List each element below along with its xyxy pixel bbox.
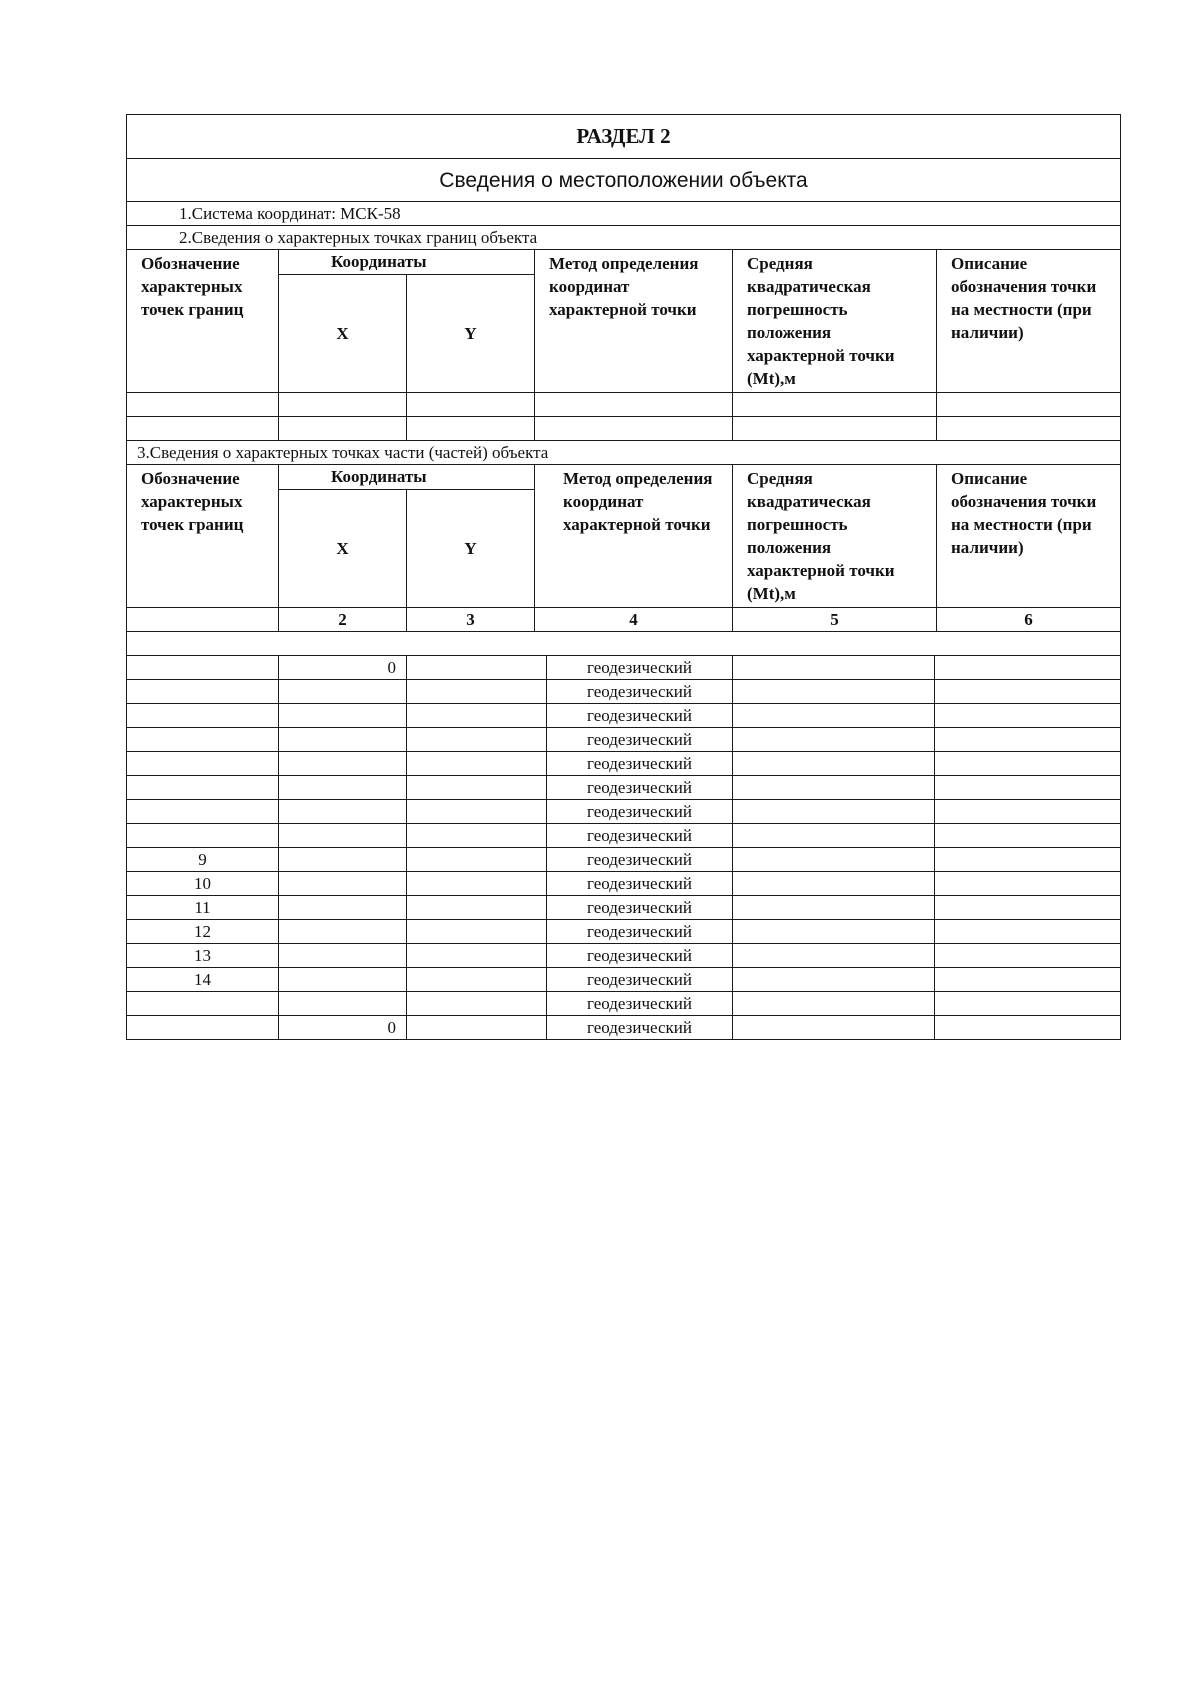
column-number: 4 bbox=[535, 608, 733, 632]
column-numbers-row bbox=[127, 608, 1121, 632]
x-coordinate-cell bbox=[279, 848, 407, 872]
method-cell: геодезический bbox=[547, 728, 733, 752]
point-number-cell: 11 bbox=[127, 896, 279, 920]
y-header: Y bbox=[407, 489, 535, 607]
y-coordinate-cell bbox=[407, 824, 547, 848]
description-cell bbox=[935, 896, 1121, 920]
method-cell: геодезический bbox=[547, 824, 733, 848]
error-cell bbox=[733, 1016, 935, 1040]
section-subtitle: Сведения о местоположении объекта bbox=[127, 159, 1121, 202]
description-header: Описание обозначения точки на местности (при наличии) bbox=[937, 250, 1121, 393]
error-cell bbox=[733, 872, 935, 896]
point-number-cell bbox=[127, 992, 279, 1016]
method-header: Метод определения координат характерной точки bbox=[535, 465, 733, 608]
point-number-cell: 12 bbox=[127, 920, 279, 944]
error-cell bbox=[733, 776, 935, 800]
x-coordinate-cell bbox=[279, 776, 407, 800]
coordinates-header: Координаты bbox=[279, 250, 535, 275]
point-number-cell bbox=[127, 680, 279, 704]
description-cell bbox=[935, 800, 1121, 824]
table-row bbox=[127, 920, 1121, 944]
table-row bbox=[127, 656, 1121, 680]
x-coordinate-cell bbox=[279, 680, 407, 704]
error-cell bbox=[733, 680, 935, 704]
method-cell: геодезический bbox=[547, 920, 733, 944]
error-header: Средняя квадратическая погрешность положения характерной точки (Mt),м bbox=[733, 465, 937, 608]
description-cell bbox=[935, 776, 1121, 800]
x-coordinate-cell bbox=[279, 704, 407, 728]
y-coordinate-cell bbox=[407, 920, 547, 944]
description-cell bbox=[935, 848, 1121, 872]
y-coordinate-cell bbox=[407, 1016, 547, 1040]
boundary-points-heading: 2.Сведения о характерных точках границ объекта bbox=[127, 226, 1121, 250]
y-coordinate-cell bbox=[407, 992, 547, 1016]
designation-header: Обозначение характерных точек границ bbox=[127, 250, 279, 393]
x-coordinate-cell bbox=[279, 920, 407, 944]
description-header: Описание обозначения точки на местности (при наличии) bbox=[937, 465, 1121, 608]
x-coordinate-cell bbox=[279, 968, 407, 992]
x-coordinate-cell bbox=[279, 896, 407, 920]
table-row bbox=[127, 393, 1121, 417]
point-number-cell bbox=[127, 824, 279, 848]
x-coordinate-cell bbox=[279, 800, 407, 824]
section-title: РАЗДЕЛ 2 bbox=[127, 115, 1121, 159]
description-cell bbox=[935, 752, 1121, 776]
method-cell: геодезический bbox=[547, 704, 733, 728]
method-cell: геодезический bbox=[547, 968, 733, 992]
error-cell bbox=[733, 944, 935, 968]
y-coordinate-cell bbox=[407, 896, 547, 920]
y-coordinate-cell bbox=[407, 728, 547, 752]
method-cell: геодезический bbox=[547, 944, 733, 968]
error-cell bbox=[733, 704, 935, 728]
method-cell: геодезический bbox=[547, 872, 733, 896]
point-number-cell: 10 bbox=[127, 872, 279, 896]
error-cell bbox=[733, 800, 935, 824]
method-cell: геодезический bbox=[547, 680, 733, 704]
table-row bbox=[127, 632, 1121, 656]
description-cell bbox=[935, 968, 1121, 992]
y-header: Y bbox=[407, 274, 535, 392]
table-row bbox=[127, 824, 1121, 848]
method-header: Метод определения координат характерной точки bbox=[535, 250, 733, 393]
description-cell bbox=[935, 824, 1121, 848]
method-cell: геодезический bbox=[547, 800, 733, 824]
point-number-cell: 9 bbox=[127, 848, 279, 872]
table-row bbox=[127, 752, 1121, 776]
description-cell bbox=[935, 992, 1121, 1016]
table-row bbox=[127, 1016, 1121, 1040]
coordinates-header: Координаты bbox=[279, 465, 535, 490]
point-number-cell bbox=[127, 752, 279, 776]
method-cell: геодезический bbox=[547, 848, 733, 872]
error-cell bbox=[733, 728, 935, 752]
table-row bbox=[127, 800, 1121, 824]
x-coordinate-cell: 0 bbox=[279, 656, 407, 680]
point-number-cell: 13 bbox=[127, 944, 279, 968]
method-cell: геодезический bbox=[547, 752, 733, 776]
y-coordinate-cell bbox=[407, 968, 547, 992]
x-header: X bbox=[279, 274, 407, 392]
coordinate-system-line: 1.Система координат: МСК-58 bbox=[127, 202, 1121, 226]
table-row bbox=[127, 968, 1121, 992]
y-coordinate-cell bbox=[407, 800, 547, 824]
method-cell: геодезический bbox=[547, 776, 733, 800]
designation-header: Обозначение характерных точек границ bbox=[127, 465, 279, 608]
description-cell bbox=[935, 656, 1121, 680]
error-cell bbox=[733, 752, 935, 776]
table-row bbox=[127, 944, 1121, 968]
description-cell bbox=[935, 728, 1121, 752]
y-coordinate-cell bbox=[407, 848, 547, 872]
point-number-cell bbox=[127, 704, 279, 728]
point-number-cell bbox=[127, 800, 279, 824]
table-row bbox=[127, 992, 1121, 1016]
column-number: 2 bbox=[279, 608, 407, 632]
table-row bbox=[127, 872, 1121, 896]
table-row bbox=[127, 704, 1121, 728]
x-coordinate-cell bbox=[279, 728, 407, 752]
x-coordinate-cell bbox=[279, 824, 407, 848]
x-header: X bbox=[279, 489, 407, 607]
y-coordinate-cell bbox=[407, 776, 547, 800]
table-row bbox=[127, 417, 1121, 441]
point-number-cell bbox=[127, 776, 279, 800]
y-coordinate-cell bbox=[407, 704, 547, 728]
method-cell: геодезический bbox=[547, 1016, 733, 1040]
description-cell bbox=[935, 872, 1121, 896]
point-number-cell bbox=[127, 1016, 279, 1040]
table-row bbox=[127, 776, 1121, 800]
x-coordinate-cell: 0 bbox=[279, 1016, 407, 1040]
error-header: Средняя квадратическая погрешность положения характерной точки (Mt),м bbox=[733, 250, 937, 393]
description-cell bbox=[935, 680, 1121, 704]
method-cell: геодезический bbox=[547, 656, 733, 680]
y-coordinate-cell bbox=[407, 656, 547, 680]
error-cell bbox=[733, 896, 935, 920]
y-coordinate-cell bbox=[407, 752, 547, 776]
table-row bbox=[127, 848, 1121, 872]
x-coordinate-cell bbox=[279, 992, 407, 1016]
table-row bbox=[127, 680, 1121, 704]
error-cell bbox=[733, 656, 935, 680]
description-cell bbox=[935, 920, 1121, 944]
y-coordinate-cell bbox=[407, 944, 547, 968]
x-coordinate-cell bbox=[279, 752, 407, 776]
table-row bbox=[127, 728, 1121, 752]
x-coordinate-cell bbox=[279, 872, 407, 896]
error-cell bbox=[733, 992, 935, 1016]
description-cell bbox=[935, 944, 1121, 968]
y-coordinate-cell bbox=[407, 680, 547, 704]
error-cell bbox=[733, 920, 935, 944]
error-cell bbox=[733, 824, 935, 848]
column-number: 3 bbox=[407, 608, 535, 632]
point-number-cell bbox=[127, 656, 279, 680]
table-row bbox=[127, 896, 1121, 920]
description-cell bbox=[935, 1016, 1121, 1040]
error-cell bbox=[733, 848, 935, 872]
point-number-cell: 14 bbox=[127, 968, 279, 992]
location-table bbox=[126, 114, 1121, 656]
section-2-form bbox=[126, 114, 1120, 1040]
column-number: 5 bbox=[733, 608, 937, 632]
points-table bbox=[126, 655, 1121, 1040]
point-number-cell bbox=[127, 728, 279, 752]
x-coordinate-cell bbox=[279, 944, 407, 968]
description-cell bbox=[935, 704, 1121, 728]
method-cell: геодезический bbox=[547, 896, 733, 920]
column-number: 6 bbox=[937, 608, 1121, 632]
y-coordinate-cell bbox=[407, 872, 547, 896]
error-cell bbox=[733, 968, 935, 992]
part-points-heading: 3.Сведения о характерных точках части (частей) объекта bbox=[127, 441, 1121, 465]
method-cell: геодезический bbox=[547, 992, 733, 1016]
